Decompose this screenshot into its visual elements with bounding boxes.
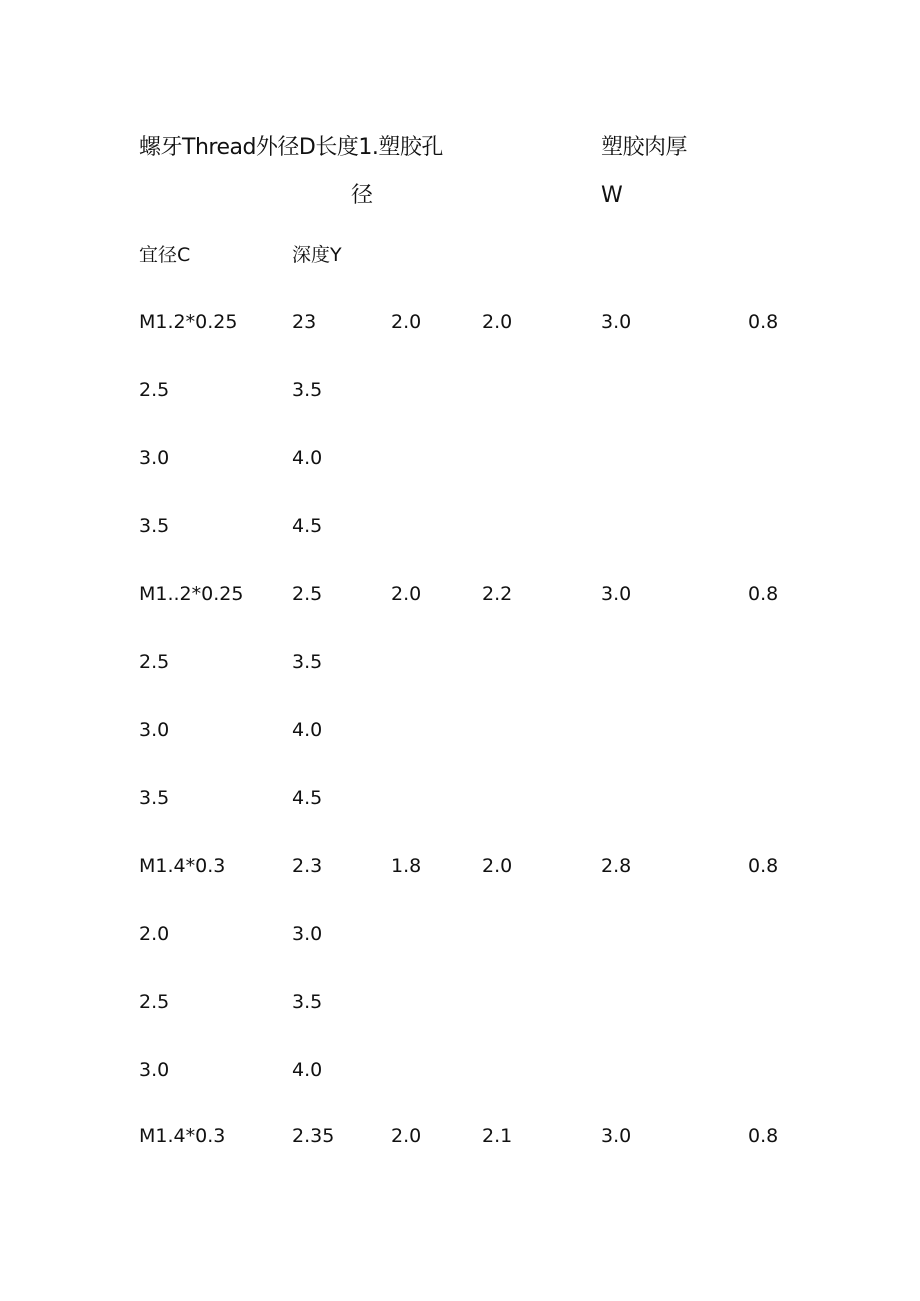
table-cell-w: 0.8 [748, 1125, 779, 1147]
table-cell-hole-d1: 2.0 [391, 1125, 422, 1147]
table-cell-thread: 3.5 [139, 787, 170, 809]
table-cell-wall: 3.0 [601, 583, 632, 605]
table-cell-length: 2.5 [292, 583, 323, 605]
table-cell-hole-d2: 2.0 [482, 311, 513, 333]
table-cell-hole-d2: 2.1 [482, 1125, 513, 1147]
table-cell-thread: M1.4*0.3 [139, 855, 226, 877]
table-cell-w: 0.8 [748, 583, 779, 605]
table-cell-length: 3.5 [292, 651, 323, 673]
table-cell-w: 0.8 [748, 311, 779, 333]
table-cell-length: 4.0 [292, 1059, 323, 1081]
table-cell-thread: 2.5 [139, 379, 170, 401]
table-cell-thread: 3.0 [139, 1059, 170, 1081]
table-cell-thread: M1.2*0.25 [139, 311, 238, 333]
subheader-diameter: 宜径C [139, 244, 191, 266]
table-cell-hole-d2: 2.2 [482, 583, 513, 605]
table-cell-hole-d1: 1.8 [391, 855, 422, 877]
table-cell-thread: 2.5 [139, 651, 170, 673]
table-cell-thread: 2.0 [139, 923, 170, 945]
table-cell-length: 3.5 [292, 991, 323, 1013]
table-cell-length: 4.0 [292, 447, 323, 469]
table-cell-hole-d1: 2.0 [391, 311, 422, 333]
table-cell-length: 3.5 [292, 379, 323, 401]
table-cell-wall: 3.0 [601, 311, 632, 333]
table-cell-hole-d1: 2.0 [391, 583, 422, 605]
table-cell-w: 0.8 [748, 855, 779, 877]
table-cell-length: 2.3 [292, 855, 323, 877]
table-cell-thread: 3.5 [139, 515, 170, 537]
table-cell-length: 3.0 [292, 923, 323, 945]
table-cell-length: 4.0 [292, 719, 323, 741]
table-cell-length: 23 [292, 311, 317, 333]
table-cell-wall: 3.0 [601, 1125, 632, 1147]
header-title-left: 螺牙Thread外径D长度1.塑胶孔 [139, 135, 443, 160]
table-cell-length: 4.5 [292, 787, 323, 809]
table-cell-hole-d2: 2.0 [482, 855, 513, 877]
table-cell-thread: 2.5 [139, 991, 170, 1013]
table-cell-thread: 3.0 [139, 719, 170, 741]
table-cell-thread: M1..2*0.25 [139, 583, 244, 605]
table-cell-thread: 3.0 [139, 447, 170, 469]
table-cell-thread: M1.4*0.3 [139, 1125, 226, 1147]
header-title-right-continued: W [601, 183, 623, 208]
table-cell-length: 4.5 [292, 515, 323, 537]
table-cell-length: 2.35 [292, 1125, 335, 1147]
table-cell-wall: 2.8 [601, 855, 632, 877]
subheader-depth: 深度Y [292, 244, 342, 266]
header-title-left-continued: 径 [351, 183, 373, 208]
header-title-right: 塑胶肉厚 [601, 135, 688, 160]
